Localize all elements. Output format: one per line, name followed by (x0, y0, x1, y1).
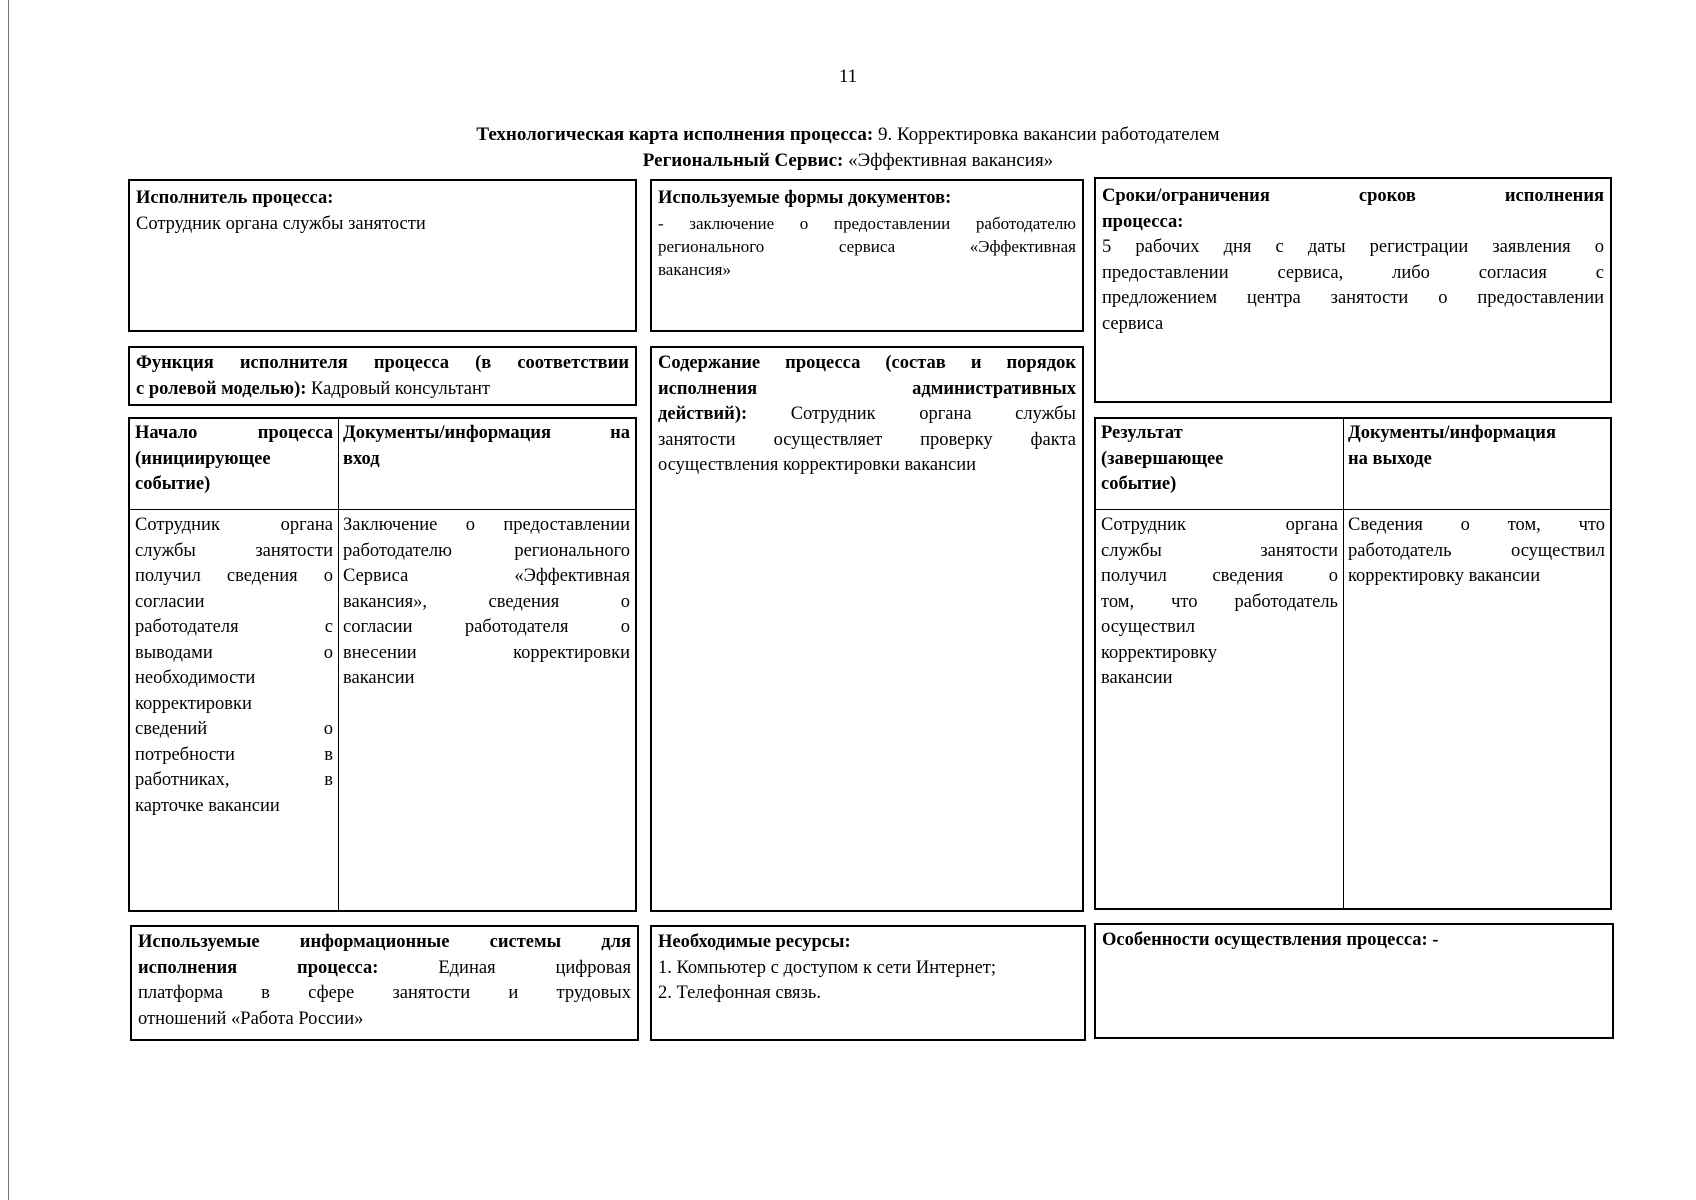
features-heading: Особенности осуществления процесса: - (1102, 930, 1439, 950)
resources-heading: Необходимые ресурсы: (658, 932, 851, 952)
input-docs-cell (338, 511, 635, 910)
cell-line: потребности в (135, 744, 333, 765)
deadlines-line: предложением центра занятости о предоставлении (1102, 288, 1604, 308)
cell-line: карточке вакансии (135, 795, 280, 816)
result-event-header (1096, 419, 1343, 509)
header-line: Документы/информация (1348, 423, 1556, 443)
content-box (650, 346, 1084, 912)
start-table (128, 417, 637, 912)
info-systems-line: отношений «Работа России» (138, 1008, 364, 1029)
executor-heading: Исполнитель процесса: (136, 188, 334, 208)
resources-item: 1. Компьютер с доступом к сети Интернет; (658, 957, 997, 978)
header-line: Документы/информация на (343, 423, 630, 443)
cell-line: выводами о (135, 642, 333, 663)
content-heading: Содержание процесса (состав и порядок (658, 353, 1076, 373)
forms-box (650, 179, 1084, 332)
info-systems-line: платформа в сфере занятости и трудовых (138, 983, 631, 1003)
title-value: 9. Корректировка вакансии работодателем (873, 124, 1220, 145)
deadlines-box (1094, 177, 1612, 403)
cell-line: работодатель осуществил (1348, 540, 1605, 561)
cell-line: вакансия», сведения о (343, 591, 630, 612)
service-label: Региональный Сервис: (642, 150, 844, 171)
start-table-body (130, 511, 635, 910)
resources-item: 2. Телефонная связь. (658, 983, 821, 1003)
start-table-header-line (130, 509, 635, 510)
deadlines-line: предоставлении сервиса, либо согласия с (1102, 262, 1604, 283)
cell-line: осуществил (1101, 617, 1196, 637)
header-line: на выходе (1348, 448, 1432, 469)
result-event-cell (1096, 511, 1343, 908)
cell-line: необходимости (135, 668, 256, 688)
header-line: Начало процесса (135, 423, 333, 443)
content-text: Сотрудник органа службы (747, 404, 1076, 424)
result-table (1094, 417, 1612, 910)
function-text: Кадровый консультант (306, 378, 490, 399)
function-heading: с ролевой моделью): (136, 378, 307, 399)
info-systems-text: Единая цифровая (378, 957, 632, 978)
cell-line: службы занятости (135, 540, 333, 561)
cell-line: службы занятости (1101, 540, 1338, 561)
executor-text: Сотрудник органа службы занятости (136, 213, 426, 234)
title-label: Технологическая карта исполнения процесса: (476, 124, 874, 145)
deadlines-line: сервиса (1102, 313, 1164, 334)
forms-line: - заключение о предоставлении работодателю (658, 213, 1076, 233)
resources-box (650, 925, 1086, 1041)
title-line-1 (0, 122, 1696, 148)
start-event-cell (130, 511, 338, 910)
page-number: 11 (838, 66, 858, 87)
header-line: (инициирующее (135, 448, 271, 469)
function-heading: Функция исполнителя процесса (в соответствии (136, 353, 629, 373)
cell-line: корректировку (1101, 642, 1217, 663)
deadlines-line: 5 рабочих дня с даты регистрации заявления о (1102, 237, 1604, 257)
output-docs-cell (1343, 511, 1610, 908)
start-event-header (130, 419, 338, 509)
forms-line: вакансия» (658, 259, 731, 279)
cell-line: получил сведения о (1101, 566, 1338, 586)
cell-line: Сотрудник органа (1101, 515, 1338, 535)
cell-line: внесении корректировки (343, 642, 630, 663)
info-systems-box (130, 925, 639, 1041)
deadlines-heading: Сроки/ограничения сроков исполнения (1102, 186, 1604, 206)
input-docs-header (338, 419, 635, 509)
service-value: «Эффективная вакансия» (843, 150, 1054, 171)
features-box (1094, 923, 1614, 1039)
title-line-2 (0, 148, 1696, 174)
result-table-body (1096, 511, 1610, 908)
forms-line: регионального сервиса «Эффективная (658, 236, 1076, 256)
content-heading: действий): (658, 404, 748, 424)
info-systems-heading: Используемые информационные системы для (138, 932, 631, 952)
cell-line: согласии работодателя о (343, 617, 630, 637)
content-line: осуществления корректировки вакансии (658, 455, 977, 475)
info-systems-heading: исполнения процесса: (138, 957, 379, 978)
start-table-header (130, 419, 635, 509)
executor-box (128, 179, 637, 332)
cell-line: согласии (135, 591, 205, 612)
cell-line: вакансии (1101, 668, 1173, 688)
header-line: Результат (1101, 423, 1183, 443)
cell-line: Сведения о том, что (1348, 515, 1605, 535)
cell-line: работниках, в (135, 770, 333, 790)
cell-line: Заключение о предоставлении (343, 515, 630, 535)
function-box (128, 346, 637, 406)
cell-line: Сотрудник органа (135, 515, 333, 535)
cell-line: корректировку вакансии (1348, 566, 1541, 586)
result-table-header-line (1096, 509, 1610, 510)
cell-line: работодателя с (135, 617, 333, 637)
page-edge-line (8, 0, 9, 1200)
header-line: событие) (1101, 474, 1177, 494)
header-line: (завершающее (1101, 448, 1224, 469)
cell-line: сведений о (135, 719, 333, 739)
cell-line: получил сведения о (135, 566, 333, 586)
cell-line: работодателю регионального (343, 540, 630, 561)
cell-line: корректировки (135, 693, 252, 714)
content-line: занятости осуществляет проверку факта (658, 429, 1076, 450)
deadlines-heading: процесса: (1102, 211, 1184, 232)
forms-heading: Используемые формы документов: (658, 188, 952, 208)
cell-line: том, что работодатель (1101, 591, 1338, 612)
result-table-header (1096, 419, 1610, 509)
output-docs-header (1343, 419, 1610, 509)
header-line: событие) (135, 474, 211, 494)
header-line: вход (343, 448, 380, 469)
cell-line: Сервиса «Эффективная (343, 566, 630, 586)
cell-line: вакансии (343, 668, 415, 688)
content-heading: исполнения административных (658, 378, 1076, 399)
